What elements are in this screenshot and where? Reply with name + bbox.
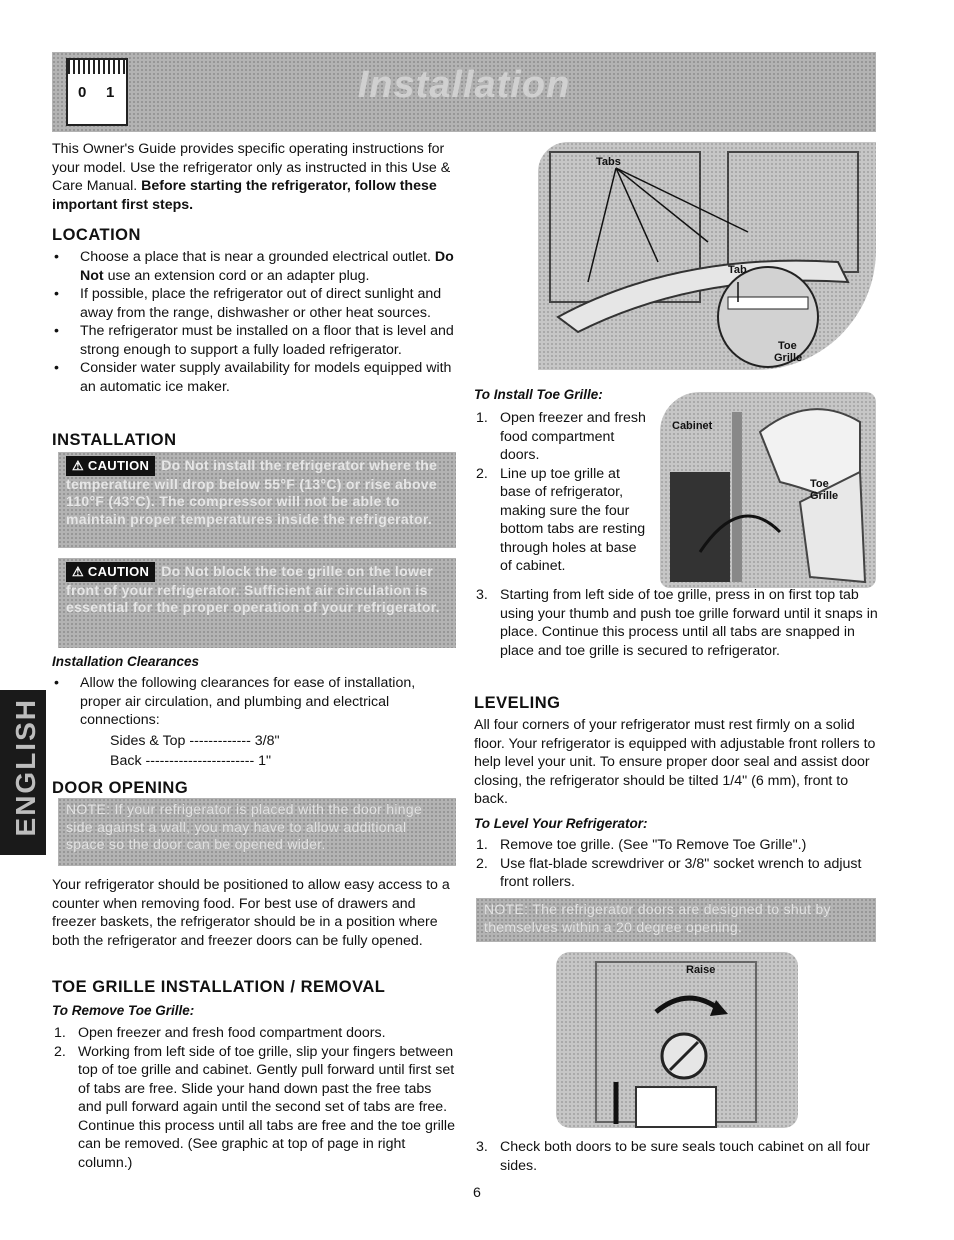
clearance-back: Back ----------------------- 1" [110, 753, 272, 769]
door-note-box [58, 798, 456, 866]
section-banner [52, 52, 876, 132]
remove-steps [52, 1024, 458, 1172]
fig-label-cabinet: Cabinet [672, 420, 713, 432]
clearance-sides: Sides & Top ------------- 3/8" [110, 733, 280, 749]
page-title: Installation [357, 64, 571, 106]
list-item: • Choose a place that is near a grounded electrical outlet. Do Not use an extension cord or an adapter plug. [52, 248, 460, 285]
list-item: • Consider water supply availability for models equipped with an automatic ice maker. [52, 359, 460, 396]
language-tab-label: ENGLISH [10, 698, 41, 837]
intro-text: This Owner's Guide provides specific operating instructions for your model. Use the refrigerator only as instructed in this Use & Care Manual. [52, 141, 451, 194]
list-item: 1. Open freezer and fresh food compartment doors. [476, 410, 646, 463]
toe-grille-removal-figure [538, 142, 876, 370]
intro-paragraph [52, 140, 452, 214]
list-item: • The refrigerator must be installed on a floor that is level and strong enough to support a fully loaded refrigerator. [52, 322, 460, 359]
roller-illustration [556, 952, 798, 1128]
leveling-note-text: NOTE: The refrigerator doors are designed to shut by themselves within a 20 degree opening. [484, 901, 831, 935]
leveling-heading: LEVELING [474, 694, 561, 712]
list-item: 2. Working from left side of toe grille, slip your fingers between top of toe grille and cabinet. Gently pull forward until first set of tabs are free. Slide your hand down past the free tabs and pull forward again until the second set of tabs are free. Continue this process until all tabs are free and the toe grille can be removed. (See graphic at top of page in right column.) [54, 1043, 455, 1171]
icon-digit-1: 1 [106, 84, 115, 101]
icon-digit-0: 0 [78, 84, 87, 101]
caution-text-toe-grille: Do Not block the toe grille on the lower front of your refrigerator. Sufficient air circulation is essential for the proper operation of your refrigerator. [66, 563, 440, 615]
fig-label-grille: Grille [774, 352, 803, 364]
caution-badge: ⚠ CAUTION [66, 562, 155, 582]
door-opening-heading: DOOR OPENING [52, 779, 189, 797]
install-steps-wide [474, 586, 880, 660]
language-tab [0, 690, 46, 855]
location-heading: LOCATION [52, 226, 141, 244]
installation-heading: INSTALLATION [52, 431, 177, 449]
toe-grille-install-figure [660, 392, 876, 588]
intro-bold: Before starting the refrigerator, follow these important first steps. [52, 178, 437, 213]
list-item: 1. Open freezer and fresh food compartment doors. [54, 1025, 386, 1041]
list-item: 2. Line up toe grille at base of refrigerator, making sure the four bottom tabs are resting through holes at base of cabinet. [476, 465, 646, 574]
list-item: 2. Use flat-blade screwdriver or 3/8" socket wrench to adjust front rollers. [476, 855, 862, 890]
fig-label-raise: Raise [686, 964, 716, 976]
caution-text-temperature: Do Not install the refrigerator where the temperature will drop below 55°F (13°C) or rise above 110°F (43°C). The compressor will not be able to maintain proper temperatures inside the refrigerator. [66, 457, 438, 527]
install-toe-grille-heading: To Install Toe Grille: [474, 387, 603, 402]
toe-grille-heading: TOE GRILLE INSTALLATION / REMOVAL [52, 978, 386, 996]
door-opening-text: Your refrigerator should be positioned to allow easy access to a counter when removing food. For best use of drawers and freezer baskets, the refrigerator should be in a position where both the refrigerator and freezer doors can be fully opened. [52, 877, 450, 949]
fig-label-tabs: Tabs [596, 156, 621, 168]
leveling-note-box [476, 898, 876, 942]
fig-label-grille: Grille [810, 490, 839, 502]
roller-adjust-figure [556, 952, 798, 1128]
fig-label-toe: Toe [810, 478, 829, 490]
page-number: 6 [473, 1185, 481, 1201]
list-item: • Allow the following clearances for ease of installation, proper air circulation, and plumbing and electrical connections: [52, 674, 452, 730]
list-item: 1. Remove toe grille. (See "To Remove Toe Grille".) [476, 837, 807, 853]
caution-box-toe-grille [58, 558, 456, 648]
install-steps-narrow [474, 409, 650, 576]
clearances-heading: Installation Clearances [52, 654, 200, 669]
toe-grille-illustration [538, 142, 876, 370]
list-item: 3. Check both doors to be sure seals touch cabinet on all four sides. [476, 1139, 870, 1174]
fig-label-toe: Toe [778, 340, 797, 352]
location-list [52, 248, 460, 396]
door-note-text: NOTE: If your refrigerator is placed with the door hinge side against a wall, you may have to allow additional space so the door can be opened wider. [66, 801, 423, 852]
level-refrigerator-heading: To Level Your Refrigerator: [474, 816, 648, 831]
leveling-step-3 [474, 1138, 880, 1175]
clearances-list [52, 674, 452, 730]
remove-toe-grille-heading: To Remove Toe Grille: [52, 1003, 195, 1018]
leveling-text: All four corners of your refrigerator must rest firmly on a solid floor. Your refrigerator is equipped with adjustable front rollers to help level your unit. To ensure proper door seal and assist door closing, the refrigerator should be tilted 1/4" (6 mm), front to back. [474, 717, 876, 807]
list-item: • If possible, place the refrigerator out of direct sunlight and away from the range, dishwasher or other heat sources. [52, 285, 460, 322]
leveling-steps [474, 836, 878, 892]
list-item: 3. Starting from left side of toe grille, press in on first top tab using your thumb and push toe grille forward until it snaps in place. Continue this process until all tabs are snapped in place and toe grille is secured to refrigerator. [476, 587, 878, 659]
caution-box-temperature [58, 452, 456, 548]
caution-badge: ⚠ CAUTION [66, 456, 155, 476]
fig-label-tab: Tab [728, 264, 747, 276]
